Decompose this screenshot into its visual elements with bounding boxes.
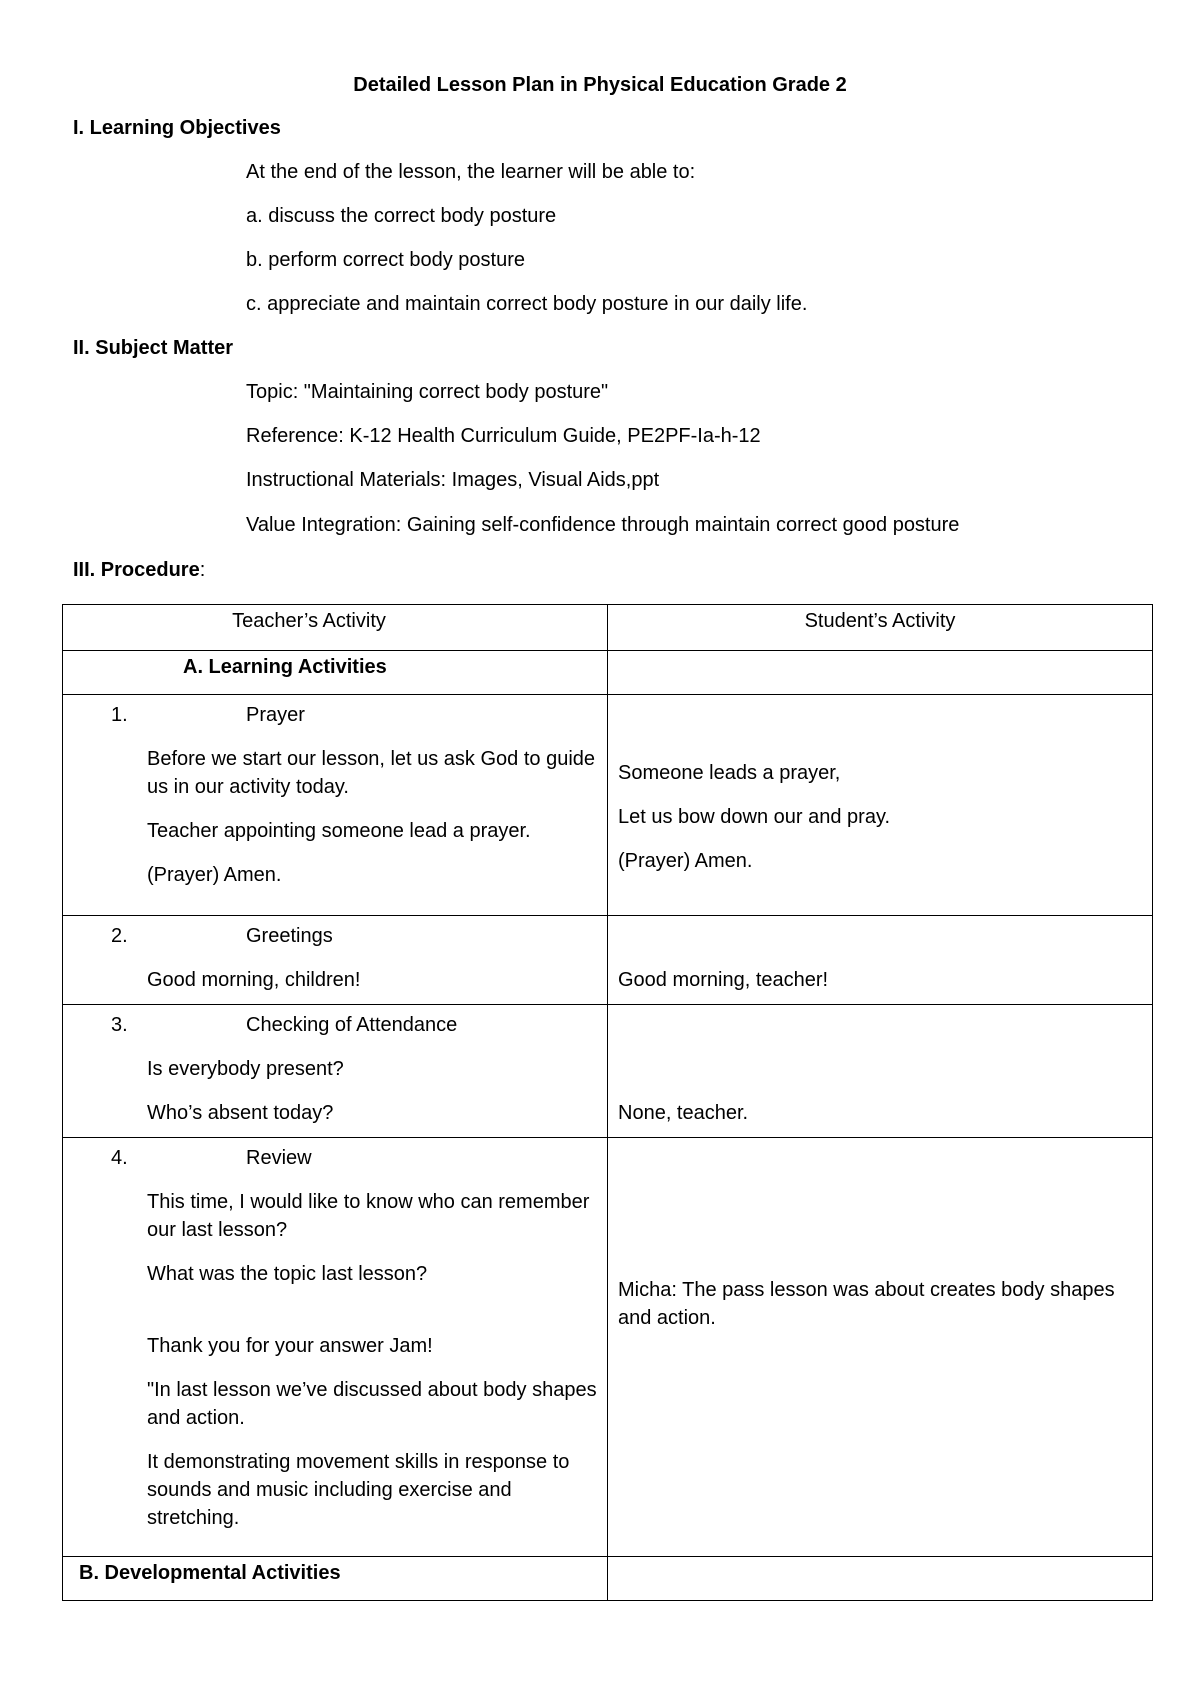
activity-number: 2. bbox=[111, 925, 128, 947]
table-row bbox=[63, 1138, 1153, 1557]
subject-topic: Topic: "Maintaining correct body posture" bbox=[246, 381, 609, 403]
student-line: Let us bow down our and pray. bbox=[618, 806, 891, 828]
activity-label: Greetings bbox=[246, 925, 333, 947]
teacher-activity-header-text: Teacher’s Activity bbox=[232, 610, 386, 632]
student-activity-header bbox=[608, 605, 1153, 651]
objectives-heading: I. Learning Objectives bbox=[73, 117, 281, 139]
student-line: Micha: The pass lesson was about creates body shapes and action. bbox=[618, 1279, 1115, 1329]
section-b-label: B. Developmental Activities bbox=[79, 1562, 341, 1584]
section-b-empty-cell bbox=[608, 1557, 1153, 1601]
teacher-line: Is everybody present? bbox=[147, 1058, 344, 1080]
activity-lead bbox=[63, 701, 607, 729]
student-cell bbox=[608, 695, 1153, 916]
section-a-empty-cell bbox=[608, 651, 1153, 695]
section-a-label: A. Learning Activities bbox=[183, 656, 387, 678]
teacher-line: Thank you for your answer Jam! bbox=[147, 1335, 433, 1357]
section-a-row bbox=[63, 651, 1153, 695]
spacer bbox=[63, 1288, 607, 1316]
activity-number: 1. bbox=[111, 704, 128, 726]
teacher-line: Who’s absent today? bbox=[147, 1102, 334, 1124]
teacher-cell bbox=[63, 1138, 608, 1557]
student-activity-header-text: Student’s Activity bbox=[804, 610, 956, 632]
activity-lead bbox=[63, 1011, 607, 1039]
table-row bbox=[63, 916, 1153, 1005]
activity-label: Review bbox=[246, 1147, 312, 1169]
student-line: Good morning, teacher! bbox=[618, 969, 829, 991]
procedure-heading: III. Procedure bbox=[73, 559, 200, 581]
student-cell bbox=[608, 916, 1153, 1005]
section-b-row bbox=[63, 1557, 1153, 1601]
section-b-cell bbox=[63, 1557, 608, 1601]
table-row bbox=[63, 695, 1153, 916]
activity-lead bbox=[63, 1144, 607, 1172]
teacher-line: What was the topic last lesson? bbox=[147, 1263, 428, 1285]
subject-matter-heading: II. Subject Matter bbox=[73, 337, 234, 359]
objective-item: a. discuss the correct body posture bbox=[246, 205, 557, 227]
teacher-line: It demonstrating movement skills in response to sounds and music including exercise and stretching. bbox=[147, 1451, 570, 1529]
teacher-line: Teacher appointing someone lead a prayer. bbox=[147, 820, 531, 842]
teacher-activity-header bbox=[63, 605, 608, 651]
document-title: Detailed Lesson Plan in Physical Education Grade 2 bbox=[353, 74, 847, 96]
teacher-cell bbox=[63, 1005, 608, 1138]
activity-label: Checking of Attendance bbox=[246, 1014, 458, 1036]
activity-label: Prayer bbox=[246, 704, 305, 726]
subject-materials: Instructional Materials: Images, Visual Aids,ppt bbox=[246, 469, 660, 491]
procedure-colon: : bbox=[199, 559, 206, 581]
teacher-line: "In last lesson we’ve discussed about body shapes and action. bbox=[147, 1379, 597, 1429]
teacher-cell bbox=[63, 695, 608, 916]
table-header-row bbox=[63, 605, 1153, 651]
teacher-line: This time, I would like to know who can remember our last lesson? bbox=[147, 1191, 590, 1241]
subject-reference: Reference: K-12 Health Curriculum Guide, PE2PF-Ia-h-12 bbox=[246, 425, 761, 447]
activity-number: 3. bbox=[111, 1014, 128, 1036]
student-line: (Prayer) Amen. bbox=[618, 850, 753, 872]
student-line: Someone leads a prayer, bbox=[618, 762, 841, 784]
activity-lead bbox=[63, 922, 607, 950]
activity-number: 4. bbox=[111, 1147, 128, 1169]
student-cell bbox=[608, 1138, 1153, 1557]
teacher-line: Good morning, children! bbox=[147, 969, 361, 991]
procedure-heading-line bbox=[73, 559, 205, 582]
table-row bbox=[63, 1005, 1153, 1138]
procedure-table bbox=[62, 604, 1153, 1601]
objectives-intro: At the end of the lesson, the learner will be able to: bbox=[246, 161, 696, 183]
student-cell bbox=[608, 1005, 1153, 1138]
objective-item: b. perform correct body posture bbox=[246, 249, 526, 271]
student-line: None, teacher. bbox=[618, 1102, 749, 1124]
teacher-cell bbox=[63, 916, 608, 1005]
section-a-cell bbox=[63, 651, 608, 695]
objective-item: c. appreciate and maintain correct body posture in our daily life. bbox=[246, 293, 808, 315]
teacher-line: Before we start our lesson, let us ask God to guide us in our activity today. bbox=[147, 748, 596, 798]
teacher-line: (Prayer) Amen. bbox=[147, 864, 282, 886]
subject-value-integration: Value Integration: Gaining self-confidence through maintain correct good posture bbox=[246, 514, 960, 536]
